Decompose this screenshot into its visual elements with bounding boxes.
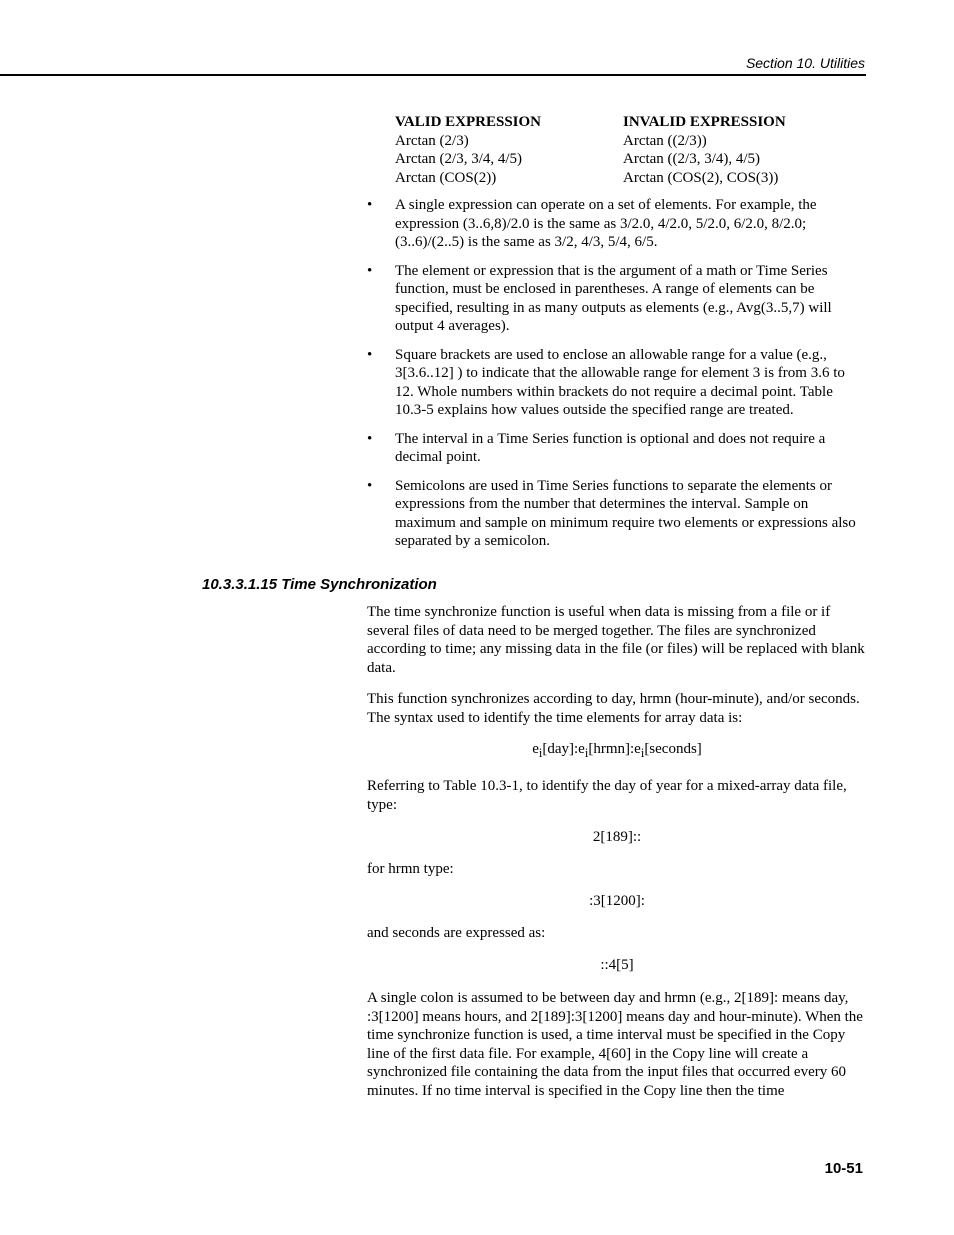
table-row: [395, 169, 786, 188]
seconds-paragraph: and seconds are expressed as:: [367, 925, 546, 941]
hrmn-example: :3[1200]:: [589, 893, 645, 909]
valid-expression-cell: Arctan (2/3, 3/4, 4/5): [395, 151, 523, 167]
invalid-expression-cell: Arctan ((2/3, 3/4), 4/5): [623, 151, 761, 167]
syntax-paragraph: This function synchronizes according to day, hrmn (hour-minute), and/or seconds. The syntax used to identify the time elements for array data is:: [367, 691, 860, 726]
valid-expression-cell: Arctan (COS(2)): [395, 169, 497, 186]
intro-paragraph: The time synchronize function is useful when data is missing from a file or if several files of data need to be merged together. The files are synchronized according to time; any missing data in the file (or files) will be replaced with blank data.: [367, 604, 865, 676]
section-heading: 10.3.3.1.15 Time Synchronization: [202, 576, 437, 593]
list-item: [367, 477, 867, 551]
bullet-icon: •: [367, 346, 373, 363]
list-item: [367, 430, 867, 467]
bullet-icon: •: [367, 430, 373, 447]
day-paragraph: Referring to Table 10.3-1, to identify the day of year for a mixed-array data file, type:: [367, 778, 847, 813]
expression-table: [395, 113, 786, 187]
bullet-icon: •: [367, 477, 373, 494]
list-item: [367, 196, 867, 252]
hrmn-paragraph: for hrmn type:: [367, 861, 454, 877]
bullet-icon: •: [367, 262, 373, 279]
bullet-text: A single expression can operate on a set of elements. For example, the expression (3..6,8)/2.0 is the same as 3/2.0, 4/2.0, 5/2.0, 6/2.0, 8/2.0; (3..6)/(2..5) is the same as 3/2, 4/3, 5/4, 6/5.: [395, 197, 817, 250]
bullet-icon: •: [367, 197, 373, 213]
header-rule: [0, 74, 866, 76]
invalid-expression-header: INVALID EXPRESSION: [623, 114, 786, 130]
table-header-row: [395, 113, 786, 132]
page-number: 10-51: [824, 1160, 863, 1177]
list-item: [367, 346, 867, 420]
bullet-text: Square brackets are used to enclose an allowable range for a value (e.g., 3[3.6..12] ) to indicate that the allowable range for element 3 is from 3.6 to 12. Whole numbers within brackets do not require a decimal point. Table 10.3-5 explains how values outside the specified range are treated.: [395, 346, 845, 418]
bullet-text: Semicolons are used in Time Series functions to separate the elements or expressions from the number that determines the interval. Sample on maximum and sample on minimum require two elements or expressions also separated by a semicolon.: [395, 477, 856, 549]
colon-paragraph: A single colon is assumed to be between day and hrmn (e.g., 2[189]: means day, :3[1200] means hours, and 2[189]:3[1200] means day and hour-minute). When the time synchronize function is used, a time interval must be specified in the Copy line of the first data file. For example, 4[60] in the Copy line will create a synchronized file containing the data from the input files that occurred every 60 minutes. If no time interval is specified in the Copy line then the time: [367, 990, 863, 1099]
day-example: 2[189]::: [592, 829, 642, 845]
syntax-example: $e_i[day]:e_i[hrmn]:e_i[seconds]$: [532, 741, 702, 760]
list-item: [367, 262, 867, 336]
invalid-expression-cell: Arctan (COS(2), COS(3)): [623, 169, 779, 186]
rules-bullet-list: [367, 196, 867, 561]
table-row: [395, 150, 786, 169]
running-header: Section 10. Utilities: [745, 55, 865, 71]
bullet-text: The interval in a Time Series function is optional and does not require a decimal point.: [395, 430, 826, 465]
table-row: [395, 132, 786, 151]
bullet-text: The element or expression that is the argument of a math or Time Series function, must be enclosed in parentheses. A range of elements can be specified, resulting in as many outputs as elements (e.g., Avg(3..5,7) will output 4 averages).: [395, 262, 832, 334]
valid-expression-header: VALID EXPRESSION: [395, 114, 542, 130]
valid-expression-cell: Arctan (2/3): [395, 132, 469, 149]
seconds-example: ::4[5]: [600, 957, 634, 973]
invalid-expression-cell: Arctan ((2/3)): [623, 132, 707, 149]
